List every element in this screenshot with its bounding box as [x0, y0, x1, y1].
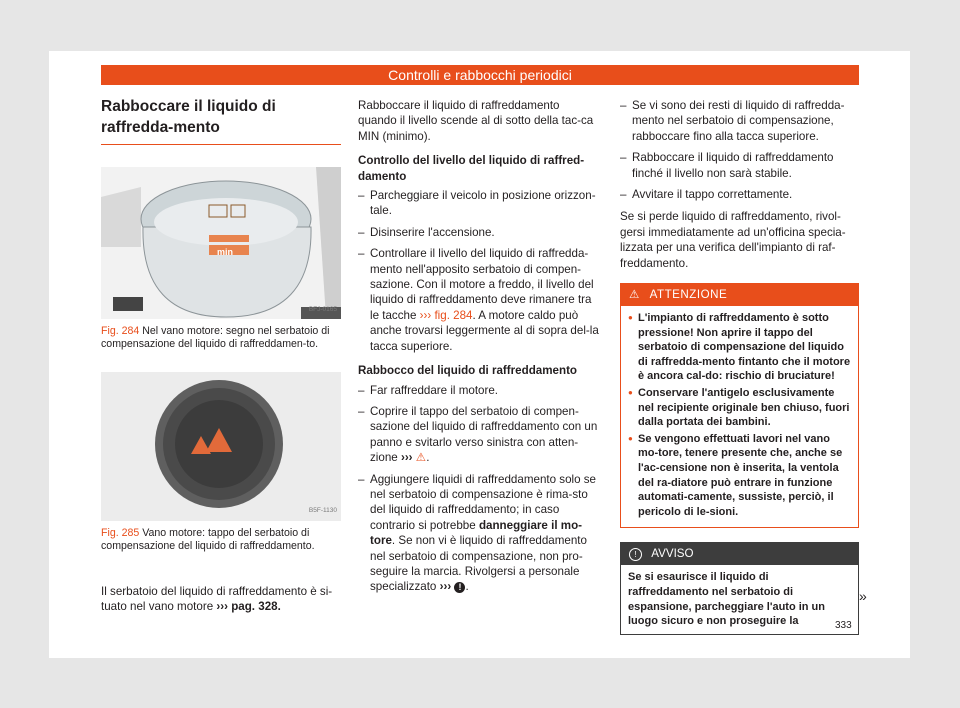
- warning-item: ● Se vengono effettuati lavori nel vano mo-tore, tenere presente che, anche se l'ac-censione non è inserita, la ventola del ra-diatore può entrare in funzione automati-camente, sussiste, perciò, il pericolo di le-sioni.: [628, 432, 851, 520]
- notice-box: [620, 542, 859, 634]
- notice-circle-icon: !: [454, 582, 465, 593]
- warning-box: [620, 283, 859, 528]
- figure-number: Fig. 284: [101, 325, 140, 337]
- caption-text: Vano motore: tappo del serbatoio di compensazione del liquido di raffreddamento.: [101, 526, 315, 553]
- list-item: – Disinserire l'accensione.: [358, 225, 600, 240]
- warning-header: [621, 284, 858, 306]
- check-steps: [358, 188, 600, 354]
- notice-header: [621, 543, 858, 565]
- refill-steps-continued: [620, 98, 859, 202]
- warning-triangle-icon: ⚠: [415, 451, 427, 465]
- reference-arrows[interactable]: ›››: [439, 580, 452, 594]
- subheading-check: Controllo del livello del liquido di raffred-damento: [358, 154, 585, 183]
- list-item: – Coprire il tappo del serbatoio di compen-sazione del liquido di raffreddamento con un panno e svitarlo verso sinistra con atten-zione ››› ⚠.: [358, 404, 600, 466]
- list-item-text: Coprire il tappo del serbatoio di compen-sazione del liquido di raffreddamento con un panno e svitarlo verso sinistra con atten-zione: [370, 404, 598, 465]
- column-middle: [358, 98, 600, 595]
- figure-284: [101, 167, 341, 319]
- column-left: [101, 96, 341, 614]
- notice-circle-icon: !: [629, 548, 642, 561]
- list-item: [358, 246, 600, 354]
- figure-caption: [101, 527, 341, 554]
- figure-caption: [101, 325, 341, 352]
- notice-body: Se si esaurisce il liquido di raffreddamento nel serbatoio di espansione, parcheggiare l'auto in un luogo sicuro e non proseguire la: [628, 571, 825, 628]
- figure-code: B5F-1130: [308, 507, 337, 515]
- caption-text: Nel vano motore: segno nel serbatoio di compensazione del liquido di raffreddamen-to.: [101, 325, 330, 351]
- column-right: [620, 98, 859, 635]
- paragraph-refill-min: Rabboccare il liquido di raffreddamento quando il livello scende al di sotto della tac-ca MIN (minimo).: [358, 99, 594, 143]
- intro-paragraph: [101, 584, 341, 615]
- list-item: – Avvitare il tappo correttamente.: [620, 187, 859, 202]
- list-item: – Parcheggiare il veicolo in posizione orizzon-tale.: [358, 188, 600, 219]
- continue-marker: »: [859, 588, 867, 604]
- page-reference-link[interactable]: ››› pag. 328.: [216, 600, 281, 614]
- figure-label-min: min: [217, 247, 234, 257]
- reference-arrows[interactable]: ›››: [400, 451, 413, 465]
- list-item-text: Aggiungere liquidi di raffreddamento solo se nel serbatoio di compensazione è rima-sto del liquido di raffreddamento; in caso contrario si potrebbe: [370, 472, 597, 532]
- list-item: – Far raffreddare il motore.: [358, 383, 600, 398]
- figure-285: [101, 372, 341, 521]
- paragraph-leak: Se si perde liquido di raffreddamento, rivol-gersi immediatamente ad un'officina specia-lizzata per una verifica dell'impianto di raf-freddamento.: [620, 210, 846, 270]
- list-item: – Aggiungere liquidi di raffreddamento solo se nel serbatoio di compensazione è rima-sto del liquido di raffreddamento; in caso contrario si potrebbe danneggiare il mo-tore. Se non vi è liquido di raffreddamento nel serbatoio di compensazione, non pro-seguire la marcia. Rivolgersi a personale specializzato ››› ! .: [358, 472, 600, 595]
- list-item-text: . A motore caldo può anche trovarsi leggermente al di sopra del-la tacca superiore.: [370, 308, 599, 353]
- figure-reference-link[interactable]: ››› fig. 284: [419, 308, 473, 322]
- subheading-refill: Rabbocco del liquido di raffreddamento: [358, 364, 578, 378]
- notice-title: AVVISO: [651, 547, 694, 561]
- list-item-bold-text: danneggiare il mo-tore: [370, 518, 583, 548]
- warning-item: ● L'impianto di raffreddamento è sotto pressione! Non aprire il tappo del serbatoio di compensazione del liquido di raffredda-mento fintanto che il motore è ancora cal-do: rischio di bruciature!: [628, 311, 851, 384]
- list-item: – Se vi sono dei resti di liquido di raffredda-mento nel serbatoio di compensazione, rabboccare fino alla tacca superiore.: [620, 98, 859, 144]
- warning-triangle-icon: ⚠: [629, 288, 640, 302]
- figure-code: BFJ-0165: [308, 305, 337, 313]
- reservoir-cap-illustration: [101, 372, 341, 521]
- warning-item: ● Conservare l'antigelo esclusivamente nel recipiente originale ben chiuso, fuori dalla portata dei bambini.: [628, 386, 851, 430]
- warning-title: ATTENZIONE: [649, 288, 728, 302]
- figure-number: Fig. 285: [101, 526, 140, 539]
- coolant-tank-illustration: [101, 167, 341, 319]
- refill-steps: [358, 383, 600, 595]
- list-item-text: . Se non vi è liquido di raffreddamento nel serbatoio di compensazione, non pro-seguire la marcia. Rivolgersi a personale specializzato: [370, 534, 587, 594]
- list-item: – Rabboccare il liquido di raffreddamento finché il livello non sarà stabile.: [620, 150, 859, 181]
- chapter-header: Controlli e rabbocchi periodici: [101, 65, 859, 85]
- list-item-text: Controllare il livello del liquido di raffredda-mento nell'apposito serbatoio di compen-sazione. Con il motore a freddo, il livello del liquido di raffreddamento deve rimanere tra le tacche: [370, 247, 594, 322]
- warning-body: [621, 306, 858, 527]
- intro-text: Il serbatoio del liquido di raffreddamento è si-tuato nel vano motore: [101, 584, 333, 614]
- page-number: 333: [835, 620, 852, 631]
- section-heading: Rabboccare il liquido di raffredda-mento: [101, 96, 341, 145]
